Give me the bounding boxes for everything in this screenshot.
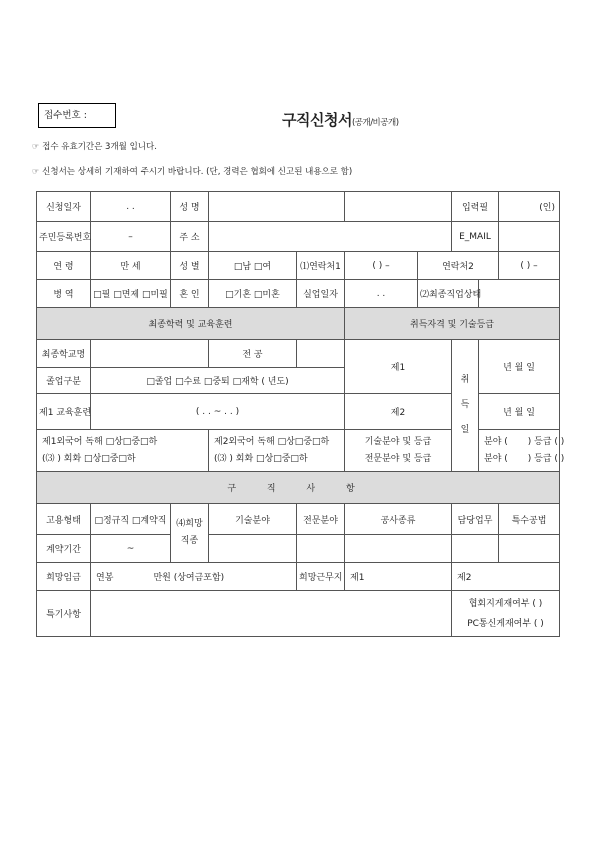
form-row-apply-date (37, 192, 560, 222)
language2-speaking: (⑶ ) 회화 □상□중□하 (214, 453, 308, 464)
desired-duty-field[interactable] (452, 535, 499, 563)
wage-annual-label: 연봉 (96, 573, 114, 583)
col-pro-field: 전문분야 (297, 504, 345, 535)
unemployed-date-field[interactable]: . . (345, 280, 418, 308)
col-construction-type: 공사종류 (345, 504, 452, 535)
gender-label: 성 별 (171, 252, 209, 280)
form-row-resident (37, 222, 560, 252)
unemployed-date-label: 실업일자 (297, 280, 345, 308)
form-title (282, 109, 399, 130)
form-row-contract (37, 535, 560, 563)
form-row-job-section (37, 472, 560, 504)
language1-reading: 제1외국어 독해 □상□중□하 (42, 436, 158, 447)
employment-label: 고용형태 (37, 504, 91, 535)
desired-job-label: ⑷희망 직종 (171, 504, 209, 563)
location2-field[interactable]: 제2 (452, 563, 560, 591)
apply-date-label: 신청일자 (37, 192, 91, 222)
acquired-date-label: 취 득 일 (452, 340, 479, 472)
desired-pro-field[interactable] (297, 535, 345, 563)
resident-number-field[interactable]: – (91, 222, 171, 252)
school-field[interactable] (91, 340, 209, 368)
name-field[interactable] (209, 192, 345, 222)
wage-unit-label: 만원 (상여금포함) (153, 573, 225, 583)
age-field[interactable]: 만 세 (91, 252, 171, 280)
location1-field[interactable]: 제1 (345, 563, 452, 591)
language2-field[interactable] (209, 430, 345, 472)
photo-label: 입력필 (452, 192, 499, 222)
tech-grade-label: 기술분야 및 등급 (364, 436, 432, 447)
cert1-field[interactable]: 제1 (345, 340, 452, 394)
blank-field (345, 192, 452, 222)
marital-label: 혼 인 (171, 280, 209, 308)
contact2-label: 연락처2 (418, 252, 499, 280)
last-job-status-label: ⑵최종직업상태 (418, 280, 479, 308)
resident-number-label: 주민등록번호 (37, 222, 91, 252)
contact1-field[interactable]: ( ) – (345, 252, 418, 280)
contract-period-label: 계약기간 (37, 535, 91, 563)
instruction-note-text: 신청서는 상세히 기재하여 주시기 바랍니다. (단, 경력은 협회에 신고된 내용으로 함) (42, 167, 353, 177)
pro-grade-label: 전문분야 및 등급 (364, 453, 432, 464)
school-label: 최종학교명 (37, 340, 91, 368)
language1-speaking: (⑶ ) 회화 □상□중□하 (42, 453, 136, 464)
tech-grade-block (345, 430, 452, 472)
receipt-number-box (38, 103, 116, 128)
age-label: 연 령 (37, 252, 91, 280)
military-checkboxes[interactable]: □필 □면제 □미필 (91, 280, 171, 308)
form-row-languages (37, 430, 560, 472)
wage-field[interactable] (91, 563, 297, 591)
tech-field: 분야 ( ) 등급 ( ) (484, 436, 565, 447)
last-job-status-field[interactable] (479, 280, 560, 308)
application-table (36, 191, 565, 637)
cert1-date-field[interactable]: 년 월 일 (479, 340, 560, 394)
cert2-field[interactable]: 제2 (345, 394, 452, 430)
pro-field: 분야 ( ) 등급 ( ) (484, 453, 565, 464)
validity-note-text: 접수 유효기간은 3개월 입니다. (42, 142, 157, 152)
marital-checkboxes[interactable]: □기혼 □미혼 (209, 280, 297, 308)
name-label: 성 명 (171, 192, 209, 222)
training-field[interactable]: ( . . ~ . . ) (91, 394, 345, 430)
job-section-title: 구 직 사 항 (37, 472, 560, 504)
publish-magazine-option: 협회지게재여부 ( ) (468, 598, 543, 609)
form-row-age (37, 252, 560, 280)
desired-construction-field[interactable] (345, 535, 452, 563)
publish-options[interactable] (452, 591, 560, 637)
email-label: E_MAIL (452, 222, 499, 252)
desired-special-field[interactable] (499, 535, 560, 563)
email-field[interactable] (499, 222, 560, 252)
language1-field[interactable] (37, 430, 209, 472)
pointing-hand-icon: ☞ (32, 142, 40, 151)
employment-checkboxes[interactable]: □정규직 □계약직 (91, 504, 171, 535)
wage-label: 희망임금 (37, 563, 91, 591)
contract-period-field[interactable]: ~ (91, 535, 171, 563)
gender-checkboxes[interactable]: □남 □여 (209, 252, 297, 280)
col-special-method: 특수공법 (499, 504, 560, 535)
form-row-wage (37, 563, 560, 591)
apply-date-field[interactable]: . . (91, 192, 171, 222)
col-duty: 담당업무 (452, 504, 499, 535)
cert2-date-field[interactable]: 년 월 일 (479, 394, 560, 430)
form-row-employment (37, 504, 560, 535)
instruction-note (32, 165, 352, 177)
publish-pc-option: PC통신게재여부 ( ) (467, 618, 544, 629)
military-label: 병 역 (37, 280, 91, 308)
pointing-hand-icon: ☞ (32, 167, 40, 176)
certs-section-title: 취득자격 및 기술등급 (345, 308, 560, 340)
grade-fields[interactable] (479, 430, 565, 472)
remarks-field[interactable] (91, 591, 452, 637)
form-title-note: (공개/비공개) (351, 118, 399, 128)
seal-field[interactable]: (인) (499, 192, 560, 222)
major-field[interactable] (297, 340, 345, 368)
form-title-text: 구직신청서 (282, 111, 352, 129)
form-row-training (37, 394, 560, 430)
education-section-title: 최종학력 및 교육훈련 (37, 308, 345, 340)
form-row-remarks (37, 591, 560, 637)
remarks-label: 특기사항 (37, 591, 91, 637)
contact2-field[interactable]: ( ) – (499, 252, 560, 280)
validity-note (32, 140, 157, 152)
graduation-checkboxes[interactable]: □졸업 □수료 □중퇴 □재학 ( 년도) (91, 368, 345, 394)
contact1-label: ⑴연락처1 (297, 252, 345, 280)
form-row-section-headers (37, 308, 560, 340)
training-label: 제1 교육훈련 (37, 394, 91, 430)
col-tech-field: 기술분야 (209, 504, 297, 535)
location-label: 희망근무지 (297, 563, 345, 591)
form-row-military (37, 280, 560, 308)
language2-reading: 제2외국어 독해 □상□중□하 (214, 436, 330, 447)
receipt-number-label: 접수번호 : (44, 110, 87, 121)
desired-tech-field[interactable] (209, 535, 297, 563)
form-row-school (37, 340, 560, 368)
major-label: 전 공 (209, 340, 297, 368)
graduation-label: 졸업구분 (37, 368, 91, 394)
address-field[interactable] (209, 222, 452, 252)
address-label: 주 소 (171, 222, 209, 252)
